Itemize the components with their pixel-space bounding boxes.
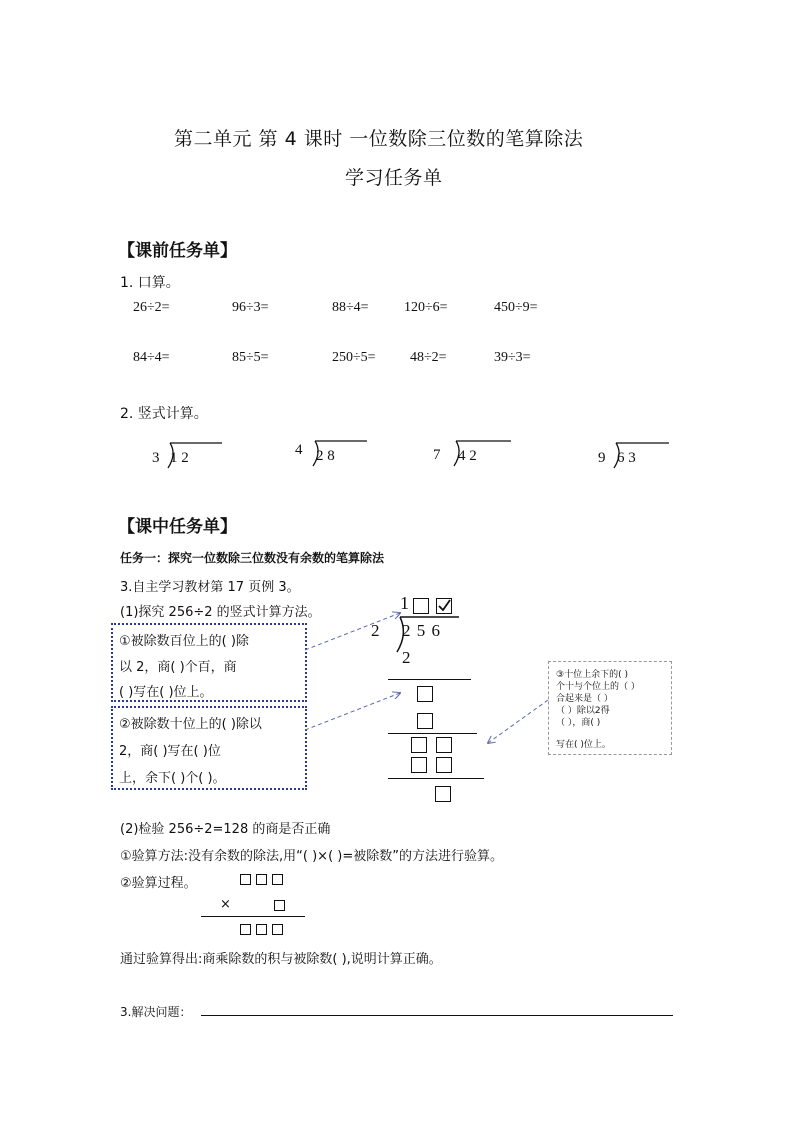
- q1-label: 1. 口算。: [120, 275, 180, 291]
- product-line: [201, 916, 305, 917]
- fill-line: 上，余下( )个( )。: [119, 771, 226, 786]
- subtraction-line: [388, 679, 471, 680]
- dividend: 1 2: [170, 450, 189, 466]
- blank-box[interactable]: [413, 598, 429, 614]
- oral-item: 84÷4=: [133, 350, 170, 365]
- callout-line: 合起来是（ ）: [556, 694, 613, 704]
- subtraction-line: [388, 733, 477, 734]
- divisor: 2: [371, 621, 380, 640]
- blank-box[interactable]: [411, 737, 427, 753]
- blank-box[interactable]: [240, 874, 251, 885]
- blank-box[interactable]: [274, 900, 285, 911]
- oral-item: 39÷3=: [494, 350, 531, 365]
- oral-item: 88÷4=: [332, 300, 369, 315]
- callout-line: 个十与个位上的（ ）: [556, 682, 640, 692]
- blank-box[interactable]: [435, 786, 451, 802]
- blank-box[interactable]: [240, 924, 251, 935]
- quotient-digit: 1: [400, 593, 409, 613]
- division-bracket: [446, 438, 514, 468]
- oral-item: 120÷6=: [404, 300, 448, 315]
- divisor: 7: [433, 447, 441, 463]
- checked-box[interactable]: [436, 598, 452, 614]
- check-method: ①验算方法:没有余数的除法,用“( )×( )=被除数”的方法进行验算。: [120, 849, 503, 864]
- division-bracket: [305, 438, 370, 468]
- pre-class-heading: 【课前任务单】: [118, 241, 237, 261]
- callout-box: [548, 661, 672, 755]
- callout-line: 写在( )位上。: [556, 740, 611, 750]
- oral-item: 48÷2=: [410, 350, 447, 365]
- solve-label: 3.解决问题：: [120, 1005, 192, 1019]
- callout-line: （ ）除以2得: [556, 706, 610, 716]
- oral-item: 450÷9=: [494, 300, 538, 315]
- blank-box[interactable]: [411, 757, 427, 773]
- oral-item: 26÷2=: [133, 300, 170, 315]
- divisor: 9: [598, 450, 606, 466]
- fill-box-1: [111, 623, 307, 702]
- check-icon: [437, 599, 451, 613]
- fill-line: ①被除数百位上的( )除: [119, 634, 249, 649]
- blank-box[interactable]: [272, 924, 283, 935]
- subtraction-line: [388, 778, 484, 779]
- blank-box[interactable]: [436, 757, 452, 773]
- callout-line: ③十位上余下的( ): [556, 670, 628, 680]
- check-title: (2)检验 256÷2=128 的商是否正确: [120, 822, 331, 837]
- oral-item: 250÷5=: [332, 350, 376, 365]
- blank-box[interactable]: [272, 874, 283, 885]
- blank-box[interactable]: [256, 924, 267, 935]
- dashed-arrow: [480, 695, 555, 750]
- fill-line: ( )写在( )位上。: [119, 685, 213, 700]
- division-bracket: [606, 440, 672, 470]
- oral-item: 96÷3=: [232, 300, 269, 315]
- explore-line: (1)探究 256÷2 的竖式计算方法。: [120, 605, 321, 620]
- answer-line[interactable]: [201, 1015, 673, 1016]
- q2-label: 2. 竖式计算。: [120, 406, 208, 422]
- fill-line: 以 2，商( )个百，商: [119, 660, 237, 675]
- blank-box[interactable]: [436, 737, 452, 753]
- fill-box-2: [111, 706, 307, 790]
- dividend: 6 3: [617, 450, 636, 466]
- study-line: 3.自主学习教材第 17 页例 3。: [120, 580, 300, 595]
- blank-box[interactable]: [256, 874, 267, 885]
- oral-item: 85÷5=: [232, 350, 269, 365]
- task1-title: 任务一：探究一位数除三位数没有余数的笔算除法: [120, 551, 385, 565]
- divisor: 3: [152, 450, 160, 466]
- dividend: 2 8: [316, 448, 335, 464]
- callout-line: （ ），商( ): [556, 718, 601, 728]
- fill-line: 2，商( )写在( )位: [119, 744, 221, 759]
- first-product: 2: [402, 648, 411, 667]
- dividend: 4 2: [458, 448, 477, 464]
- blank-box[interactable]: [417, 713, 433, 729]
- times-sign: ×: [220, 897, 231, 912]
- blank-box[interactable]: [417, 686, 433, 702]
- check-process: ②验算过程。: [120, 876, 197, 891]
- divisor: 4: [295, 442, 303, 458]
- in-class-heading: 【课中任务单】: [118, 517, 237, 537]
- page-title: 第二单元 第 4 课时 一位数除三位数的笔算除法: [174, 128, 584, 150]
- conclusion: 通过验算得出:商乘除数的积与被除数( ),说明计算正确。: [120, 952, 442, 967]
- page-subtitle: 学习任务单: [345, 167, 443, 189]
- dividend: 2 5 6: [402, 621, 441, 640]
- fill-line: ②被除数十位上的( )除以: [119, 717, 262, 732]
